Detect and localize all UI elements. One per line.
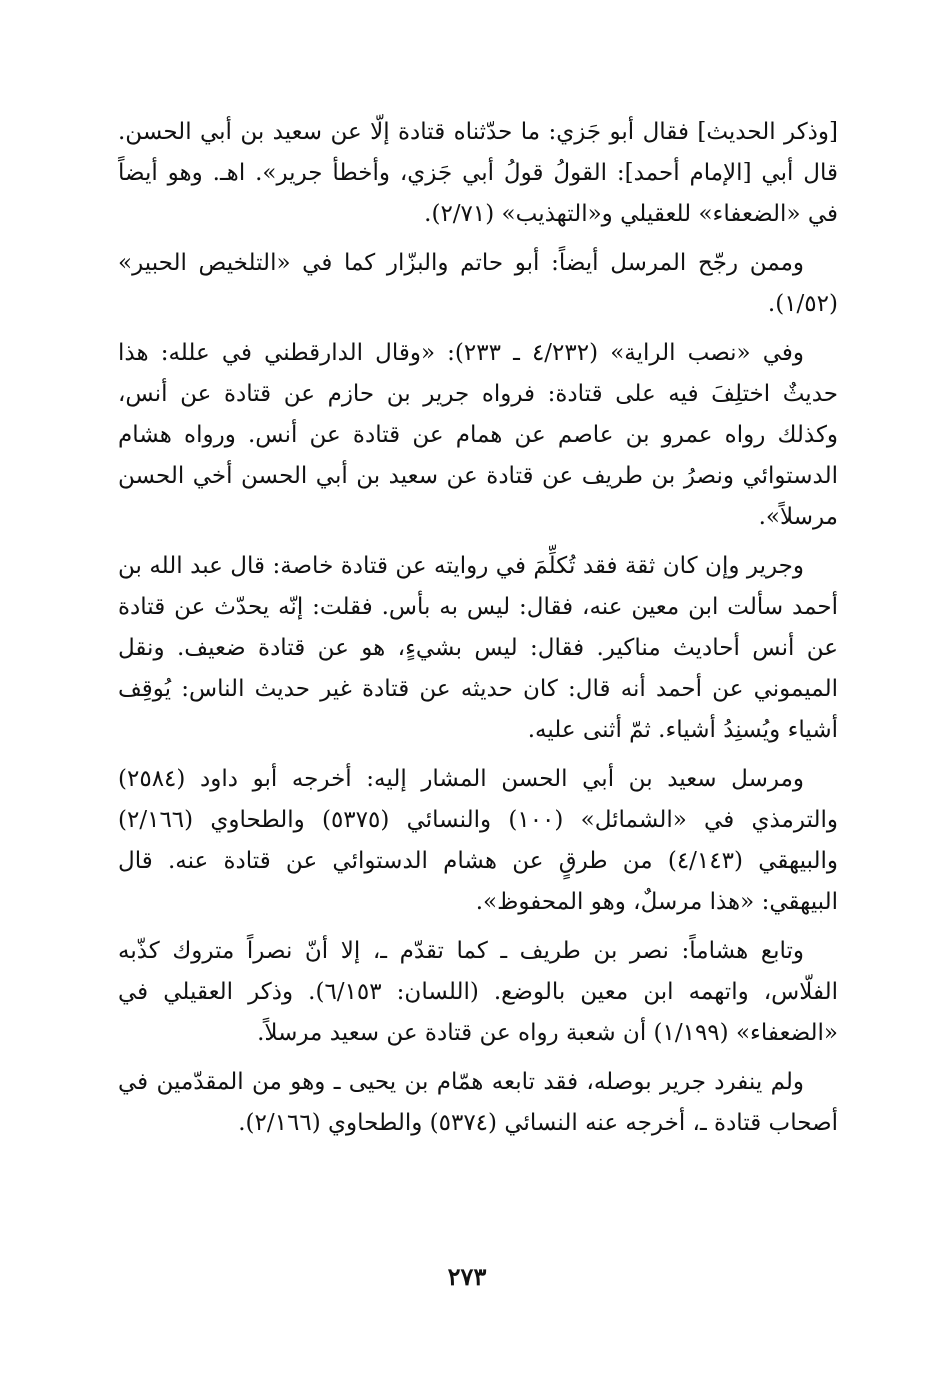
page-body	[118, 112, 838, 1152]
paragraph-2: وممن رجّح المرسل أيضاً: أبو حاتم والبزّار كما في «التلخيص الحبير» (١/٥٢).	[118, 250, 838, 317]
paragraph-4: وجرير وإن كان ثقة فقد تُكلِّمَ في روايته عن قتادة خاصة: قال عبد الله بن أحمد سألت ابن معين عنه، فقال: ليس به بأس. فقلت: إنّه يحدّث عن قتادة عن أنس أحاديث مناكير. فقال: ليس بشيءٍ، هو عن قتادة ضعيف. ونقل الميموني عن أحمد أنه قال: كان حديثه عن قتادة غير حديث الناس: يُوقِف أشياء ويُسنِدُ أشياء. ثمّ أثنى عليه.	[118, 553, 838, 743]
paragraph-7: ولم ينفرد جرير بوصله، فقد تابعه همّام بن يحيى ـ وهو من المقدّمين في أصحاب قتادة ـ، أخرجه عنه النسائي (٥٣٧٤) والطحاوي (٢/١٦٦).	[118, 1069, 838, 1136]
paragraph-5: ومرسل سعيد بن أبي الحسن المشار إليه: أخرجه أبو داود (٢٥٨٤) والترمذي في «الشمائل» (١٠٠) والنسائي (٥٣٧٥) والطحاوي (٢/١٦٦) والبيهقي (٤/١٤٣) من طرقٍ عن هشام الدستوائي عن قتادة عنه. قال البيهقي: «هذا مرسلٌ، وهو المحفوظ».	[118, 766, 838, 915]
page-number: ٢٧٣	[447, 1262, 487, 1291]
paragraph-3: وفي «نصب الراية» (٤/٢٣٢ ـ ٢٣٣): «وقال الدارقطني في علله: هذا حديثٌ اختلِفَ فيه على قتادة: فرواه جرير بن حازم عن قتادة عن أنس، وكذلك رواه عمرو بن عاصم عن همام عن قتادة عن أنس. ورواه هشام الدستوائي ونصرُ بن طريف عن قتادة عن سعيد بن أبي الحسن أخي الحسن مرسلاً».	[118, 340, 838, 530]
paragraph-1: [وذكر الحديث] فقال أبو جَزي: ما حدّثناه قتادة إلّا عن سعيد بن أبي الحسن. قال أبي [الإمام أحمد]: القولُ قولُ أبي جَزي، وأخطأ جرير». اهـ. وهو أيضاً في «الضعفاء» للعقيلي و«التهذيب» (٢/٧١).	[118, 119, 838, 227]
paragraph-6: وتابع هشاماً: نصر بن طريف ـ كما تقدّم ـ، إلا أنّ نصراً متروك كذّبه الفلّاس، واتهمه ابن معين بالوضع. (اللسان: ٦/١٥٣). وذكر العقيلي في «الضعفاء» (١/١٩٩) أن شعبة رواه عن قتادة عن سعيد مرسلاً.	[118, 938, 838, 1046]
